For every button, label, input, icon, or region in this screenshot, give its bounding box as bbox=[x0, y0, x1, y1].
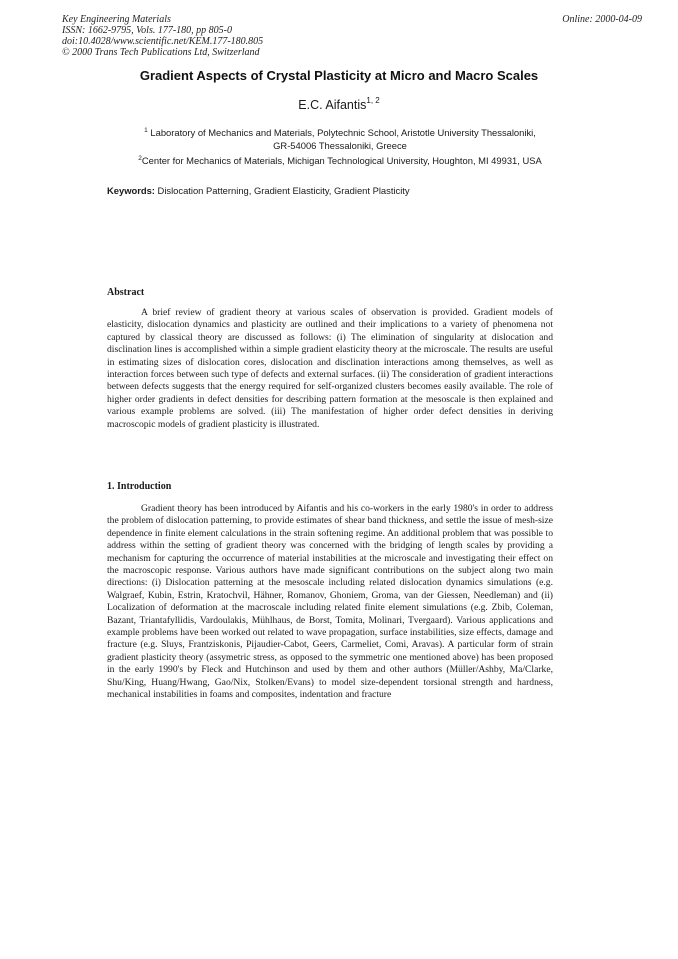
author-line bbox=[0, 97, 678, 112]
publication-header bbox=[62, 14, 263, 58]
affiliation-2-line1: Center for Mechanics of Materials, Michigan Technological University, Houghton, MI 49931, USA bbox=[141, 155, 542, 167]
issn-line: ISSN: 1662-9795, Vols. 177-180, pp 805-0 bbox=[62, 25, 232, 36]
online-date: Online: 2000-04-09 bbox=[562, 14, 642, 25]
affiliation-1-mark: 1 bbox=[144, 127, 148, 134]
affiliation-2-mark: 2 bbox=[138, 155, 142, 162]
introduction-heading: 1. Introduction bbox=[107, 481, 172, 492]
author-name: E.C. Aifantis bbox=[298, 98, 367, 113]
affiliation-1-line1: Laboratory of Mechanics and Materials, Polytechnic School, Aristotle University Thessaloniki, bbox=[150, 127, 536, 139]
journal-name: Key Engineering Materials bbox=[62, 14, 171, 25]
affiliation-1 bbox=[60, 125, 620, 152]
introduction-text: Gradient theory has been introduced by Aifantis and his co-workers in the early 1980's in order to address the problem of dislocation patterning, to provide estimates of shear band thickness, and settle the issue of mesh-size dependence in finite element calculations in the strain softening regime. An additional problem that was possible to address within the setting of gradient theory was concerned with the bridging of length scales by providing a mechanism for capturing the occurrence of material instabilities at the microscale and investigating their effect on the macroscopic response. Various authors have made significant contributions on the subject along two main directions: (i) Dislocation patterning at the mesoscale including related dislocation dynamics simulations (e.g. Walgraef, Kubin, Estrin, Kratochvil, Hähner, Romanov, Ghoniem, Groma, van der Giessen, Needleman) and (ii) Localization of deformation at the macroscale including related finite element simulations (e.g. Zbib, Coleman, Bazant, Triantafyllidis, Vardoulakis, Mühlhaus, de Borst, Tomita, Molinari, Tvergaard). Various applications and example problems have been worked out related to wave propagation, surface instabilities, size effects, damage and fracture (e.g. Sluys, Frantziskonis, Pijaudier-Cabot, Geers, Carmeliet, Comi, Aravas). A particular form of strain gradient plasticity theory (assymetric stress, as opposed to the symmetric one mentioned above) has been proposed in the early 1990's by Fleck and Hutchinson and used by them and other authors (Müller/Ashby, Ma/Clarke, Shu/King, Huang/Hwang, Gao/Nix, Stolken/Evans) to model size-dependent torsional strength and hardness, mechanical instabilities in foams and composites, indentation and fracture bbox=[107, 503, 553, 701]
keywords bbox=[107, 185, 410, 196]
affiliation-2 bbox=[60, 153, 620, 168]
affiliation-1-line2: GR-54006 Thessaloniki, Greece bbox=[273, 139, 407, 151]
paper-title: Gradient Aspects of Crystal Plasticity at Micro and Macro Scales bbox=[139, 68, 539, 83]
abstract-text: A brief review of gradient theory at various scales of observation is provided. Gradient models of elasticity, dislocation dynamics and plasticity are outlined and their implications to a variety of phenomena not captured by classical theory are discussed as follows: (i) The elimination of singularity at dislocation and disclination lines is accomplished within a simple gradient elasticity theory at the microscale. The results are useful in estimating sizes of dislocation cores, dislocation and disclination interactions among themselves, as well as interaction forces between such type of defects and external surfaces. (ii) The consideration of gradient interactions between defects suggests that the energy required for self-organized clusters becomes easily available. The role of higher order gradients in defect densities for describing pattern formation at the mesoscale is then explained and various example problems are solved. (iii) The manifestation of higher order defect densities in deriving macroscopic models of gradient plasticity is illustrated. bbox=[107, 307, 553, 430]
author-affiliation-marks: 1, 2 bbox=[366, 96, 380, 105]
keywords-label: Keywords: bbox=[107, 185, 155, 196]
abstract-heading: Abstract bbox=[107, 287, 145, 298]
doi-line: doi:10.4028/www.scientific.net/KEM.177-180.805 bbox=[62, 36, 264, 47]
keywords-text: Dislocation Patterning, Gradient Elasticity, Gradient Plasticity bbox=[157, 185, 410, 196]
copyright-line: © 2000 Trans Tech Publications Ltd, Switzerland bbox=[62, 47, 260, 58]
